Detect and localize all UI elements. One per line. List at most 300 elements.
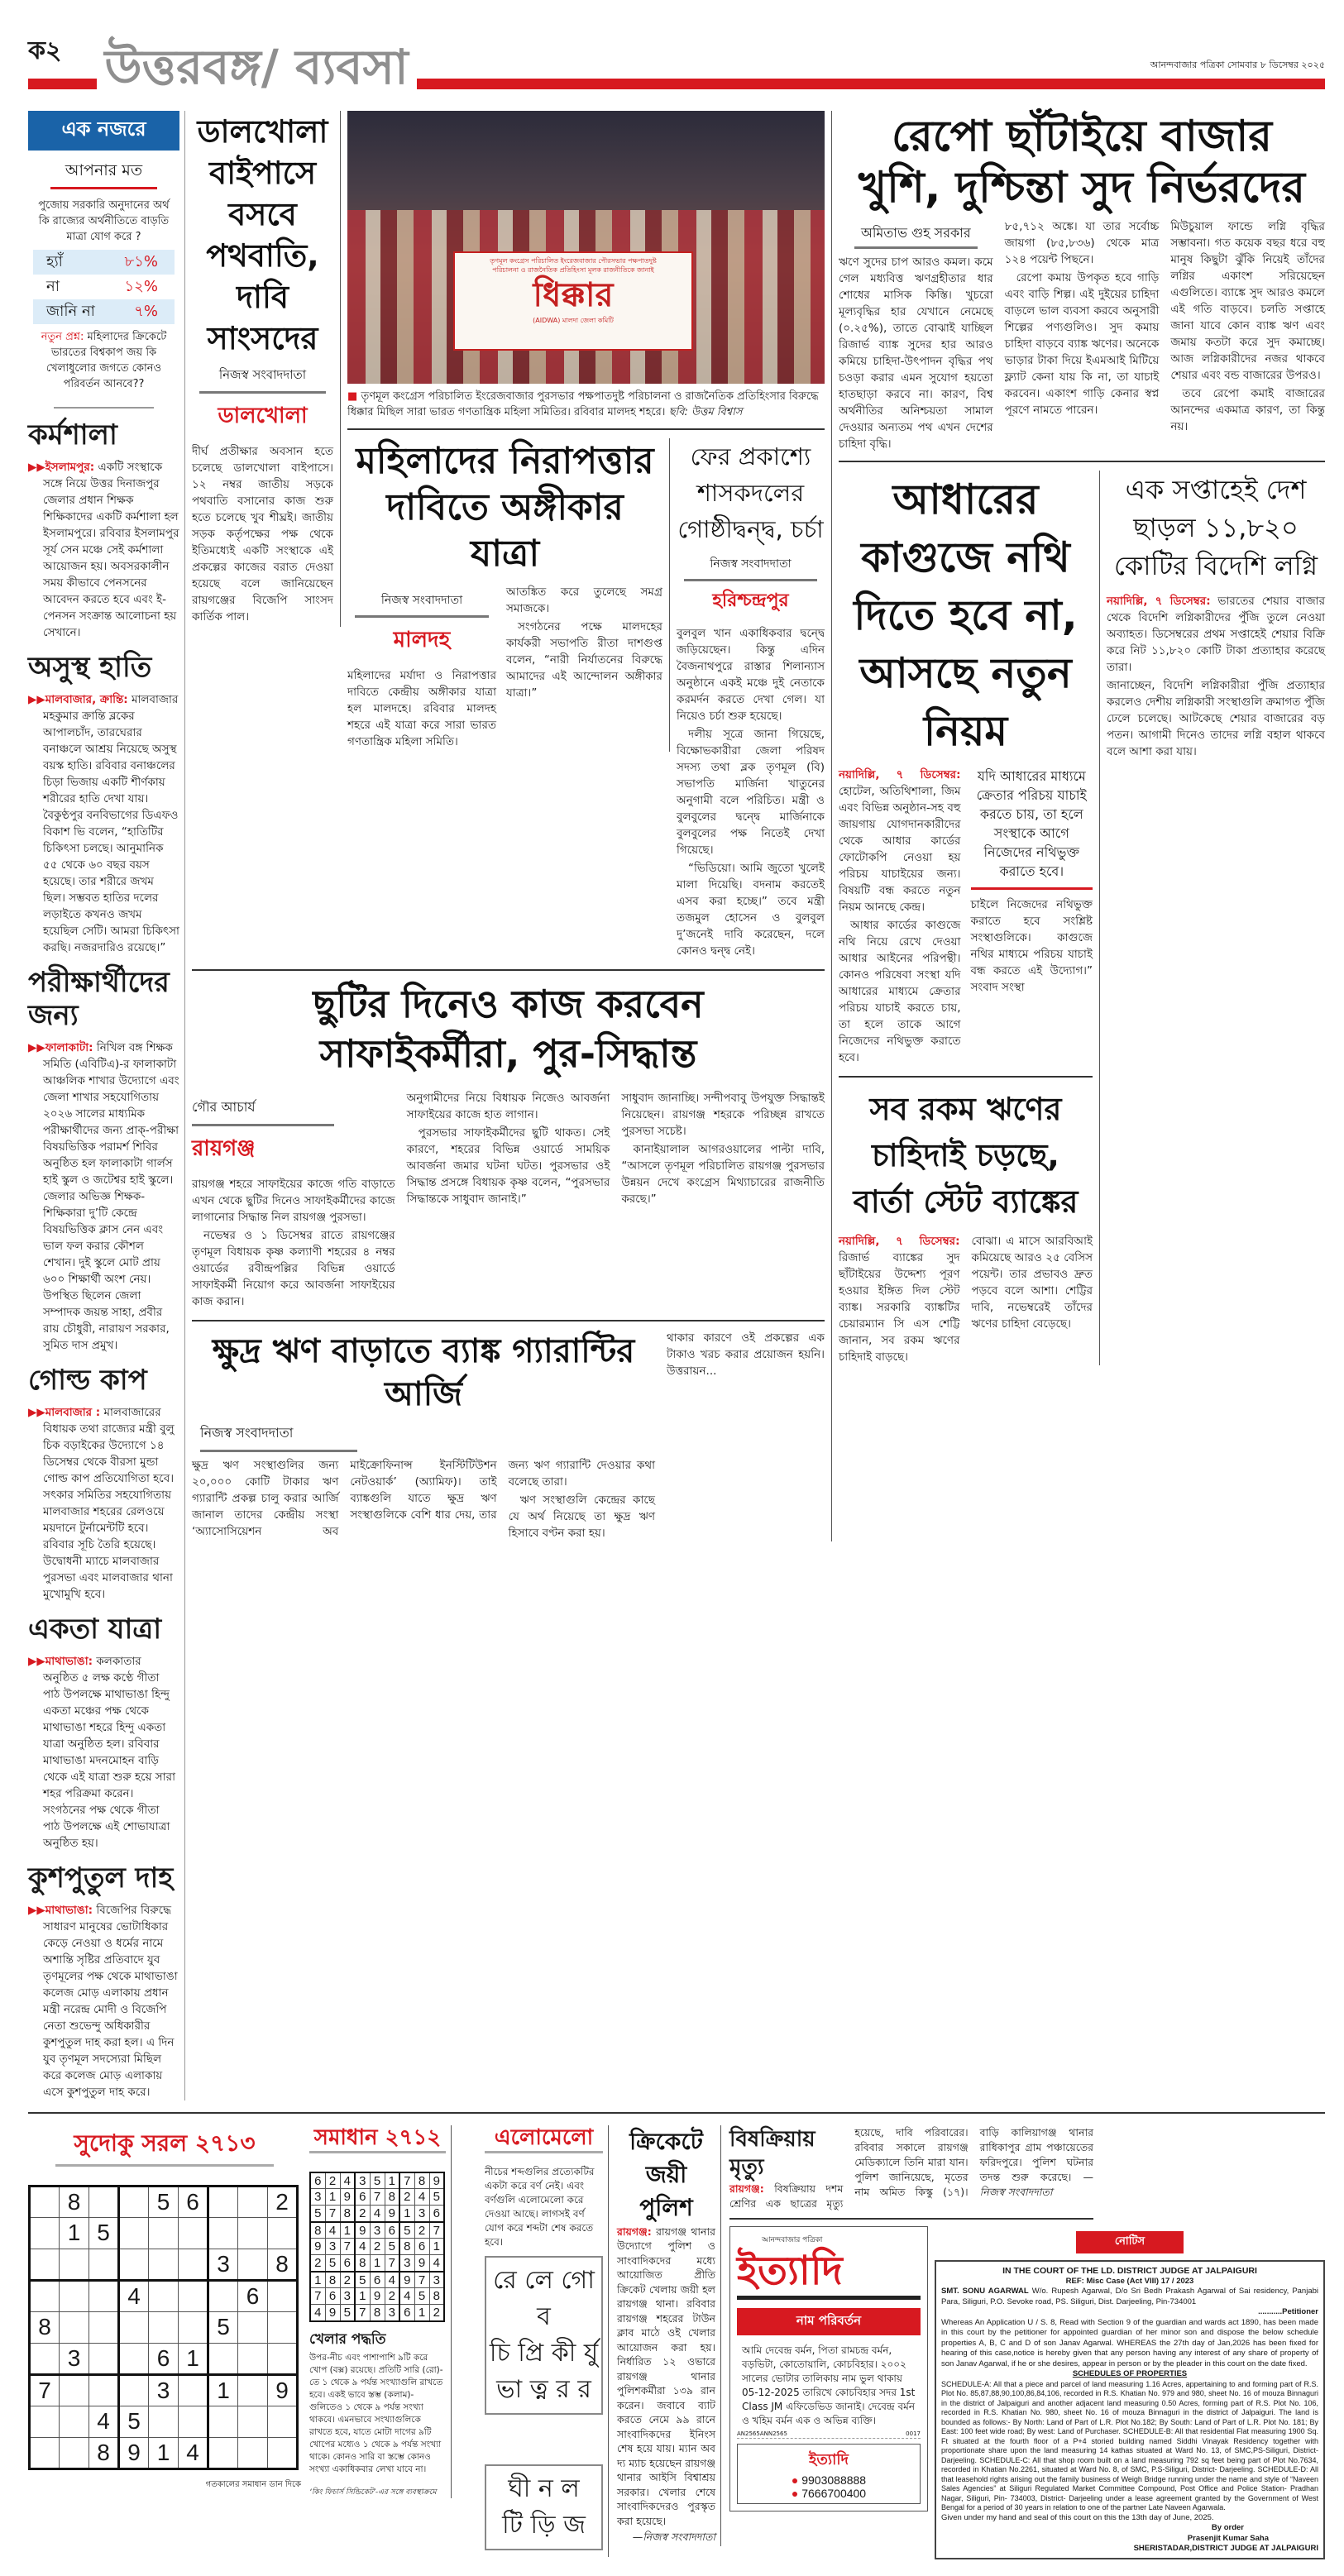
poll-option xyxy=(33,275,175,299)
sudoku-cell[interactable] xyxy=(60,2280,89,2311)
solution-cell: 2 xyxy=(429,2305,444,2321)
brief-dateline: মালবাজার : xyxy=(45,1405,101,1419)
brief-dateline: মাথাভাঙা: xyxy=(45,1654,93,1668)
solution-cell: 2 xyxy=(325,2172,340,2189)
solution-cell: 8 xyxy=(355,2255,370,2272)
ad-code: 0017 xyxy=(906,2430,921,2437)
solution-cell: 1 xyxy=(325,2189,340,2206)
banner-text: তৃণমূল কংগ্রেস পরিচালিত ইংরেজবাজার পৌরসভার পক্ষপাতদুষ্ট xyxy=(490,257,657,265)
sudoku-cell[interactable] xyxy=(149,2280,179,2311)
dateline: নয়াদিল্লি, ৭ ডিসেম্বর: xyxy=(839,768,961,781)
sudoku-cell[interactable] xyxy=(149,2249,179,2280)
paragraph: রেপো কমায় উপকৃত হবে গাড়ি এবং বাড়ি শিল্প। এই দুইয়ের চাহিদা বাড়লে ভাল ব্যবসা করবে অনুসারী শিল্পের পণ্যগুলিও। সুদ কমায় চাহিদা বাড়বে ব্যাঙ্ক ঋণের। অনেকে ভাড়ার টাকা দিয়ে ইএমআই মিটিয়ে ফ্ল্যাট কেনা যায় কি না, তা যাচাই করবেন। একাংশ গাড়ি কেনার স্বপ্ন পূরণে নামতে পারেন। xyxy=(1004,271,1160,417)
story-kshudra-rin xyxy=(192,1330,825,1541)
sudoku-cell[interactable]: 1 xyxy=(149,2437,179,2468)
notice-body: Whereas An Application U / S. 8, Read with Section 9 of the guardian and wards act 1890, has been made in this court by the petitioner for appointed guardian of her minor son and dispose the below schedule properties A, B, C and D of son Janav Agarwal. WHEREAS the 27th day of Jan,2026 has been fixed for hearing of this case,notice is hereby given that any person having any interest of any share of property of son Janav Agarwal, if he or she desires, appear in person or by the pleader in this court on the date fixed. xyxy=(941,2317,1318,2368)
poll-option-value: ৮১% xyxy=(124,253,158,270)
party-details: W/o. Rupesh Agarwal, D/o Sri Bedh Prakash Agarwal of Sai residency, Panjabi Para, Siliguri, P.O. Sevoke road, PS. Siliguri, Dist. Darjeeling, Pin-734001 xyxy=(941,2287,1319,2306)
briefs-list xyxy=(28,418,179,2100)
headline: সব রকম ঋণের চাহিদাই চড়ছে, বার্তা স্টেট ব্যাঙ্কের xyxy=(853,1091,1079,1220)
sudoku-cell[interactable]: 9 xyxy=(268,2374,298,2406)
sudoku-cell[interactable] xyxy=(60,2437,89,2468)
left-column xyxy=(28,111,185,2100)
new-question-label: নতুন প্রশ্ন: xyxy=(41,331,84,343)
sudoku-cell[interactable]: 2 xyxy=(268,2186,298,2217)
dateline-place: মালদহ xyxy=(393,628,451,652)
sudoku-puzzle xyxy=(28,2125,301,2492)
sudoku-cell[interactable] xyxy=(119,2217,149,2249)
ityadi-logo: ইত্যাদি xyxy=(737,2246,921,2300)
jumble-row: ঘী ন ল xyxy=(508,2473,580,2503)
brief-item: গোল্ড কাপ ▶▶মালবাজার : মালবাজারের বিধায়ক তথা রাজ্যের মন্ত্রী বুলু চিক বড়াইকের উদ্যোগে ১৪ ডিসেম্বর থেকে বীরসা মুন্ডা গোল্ড কাপ প্রতিযোগিতা হবে। সৎকার সমিতির সহযোগিতায় মালবাজার শহরের রেলওয়ে ময়দানে টুর্নামেন্টটি হবে। রবিবার সূচি তৈরি হয়েছে। উদ্বোধনী ম্যাচে মালবাজার পুরসভা এবং মালবাজার থানা মুখোমুখি হবে। xyxy=(28,1364,179,1603)
sudoku-cell[interactable] xyxy=(89,2280,119,2311)
phone-number: ● 9903088888 xyxy=(791,2473,867,2487)
paragraph: মিউচুয়াল ফান্ডে লগ্নি বৃদ্ধির সম্ভাবনা। গত কয়েক বছর ধরে বহু মানুষ কিছুটা ঝুঁকি নিয়েই তাঁদের লগ্নির একাংশ সরিয়েছেন এগুলিতে। ব্যাঙ্কে সুদ আরও কমলে এই গতি বাড়বে। চলতি সপ্তাহে জানা যাবে কোন ব্যাঙ্ক ঋণ এবং জমায় কতটা করে সুদ কমাচ্ছে। আজ লগ্নিকারীদের নজর থাকবে শেয়ার এবং বন্ড বাজারের উপরও। xyxy=(1170,220,1325,382)
poll-option-label: হ্যাঁ xyxy=(46,253,63,270)
sudoku-cell[interactable] xyxy=(268,2217,298,2249)
brief-item: পরীক্ষার্থীদের জন্য ▶▶ফালাকাটা: নিখিল বঙ্গ শিক্ষক সমিতি (এবিটিএ)-র ফালাকাটা আঞ্চলিক শাখার উদ্যোগে এবং জেলা শাখার সহযোগিতায় ২০২৬ সালের মাধ্যমিক পরীক্ষার্থীদের জন্য প্রাক্-পরীক্ষা বিষয়ভিত্তিক পরামর্শ শিবির অনুষ্ঠিত হল ফালাকাটা গার্লস হাই স্কুল ও জটেশ্বর হাই স্কুলে। জেলার অভিজ্ঞ শিক্ষক-শিক্ষিকারা দু’টি কেন্দ্রে বিষয়ভিত্তিক ক্লাস নেন এবং ভাল ফল করার কৌশল শেখান। দুই স্কুলে মোট প্রায় ৬০০ শিক্ষার্থী অংশ নেয়। উপস্থিত ছিলেন জেলা সম্পাদক জয়ন্ত সাহা, প্রবীর রায় চৌধুরী, নারায়ণ সরকার, সুমিত দাস প্রমুখ। xyxy=(28,965,179,1353)
headline: আধারের কাগুজে নথি দিতে হবে না, আসছে নতুন নিয়ম xyxy=(854,476,1078,755)
solution-cell: 9 xyxy=(414,2255,429,2272)
paragraph: তবে রেপো কমাই বাজারের আনন্দের একমাত্র কারণ, তা কিন্তু নয়। xyxy=(1170,387,1325,433)
dateline-place: হরিশ্চন্দ্রপুর xyxy=(712,590,789,611)
solution-cell: 1 xyxy=(340,2222,355,2239)
sudoku-cell[interactable] xyxy=(268,2280,298,2311)
solution-cell: 5 xyxy=(355,2272,370,2288)
sudoku-cell[interactable]: 8 xyxy=(30,2311,60,2343)
paragraph: কানাইয়ালাল আগরওয়ালের পাল্টা দাবি, “আসলে তৃণমূল পরিচালিত রায়গঞ্জ পুরসভার উন্নয়ন দেখে কংগ্রেস মিথ্যাচারের রাজনীতি করছে।” xyxy=(621,1143,825,1206)
solution-cell: 2 xyxy=(310,2255,325,2272)
signature: — নিজস্ব সংবাদদাতা xyxy=(979,2170,1093,2198)
solution-cell: 6 xyxy=(370,2272,385,2288)
paragraph: দলীয় সূত্রে জানা গিয়েছে, বিক্ষোভকারীরা জেলা পরিষদ সদস্য তথা ব্লক তৃণমূল (বি) সভাপতি মার্জিনা খাতুনের অনুগামী বলে পরিচিত। মন্ত্রী ও বুলবুলের দ্বন্দ্বে মার্জিনাকে বুলবুলের পক্ষ নিতেই দেখা গিয়েছে। xyxy=(677,728,825,857)
ityadi-classified xyxy=(729,2226,928,2511)
new-question: মহিলাদের ক্রিকেটে ভারতের বিশ্বকাপ জয় কি খেলাধুলোর জগতে কোনও পরিবর্তন আনবে?? xyxy=(45,331,167,390)
byline: নিজস্ব সংবাদদাতা xyxy=(200,1422,357,1452)
sudoku-cell[interactable] xyxy=(238,2437,268,2468)
solution-cell: 8 xyxy=(399,2239,414,2255)
sudoku-cell[interactable]: 7 xyxy=(30,2374,60,2406)
section-title: উত্তরবঙ্গ/ ব্যবসা xyxy=(97,33,417,101)
story-safai xyxy=(192,979,825,1312)
sudoku-cell[interactable] xyxy=(268,2437,298,2468)
brand-small: আনন্দবাজার পত্রিকা xyxy=(762,2235,823,2244)
sudoku-cell[interactable] xyxy=(30,2280,60,2311)
sudoku-cell[interactable]: 1 xyxy=(179,2343,208,2374)
story-repo xyxy=(839,111,1325,452)
paragraph: নভেম্বর ও ১ ডিসেম্বর রাতে রায়গঞ্জের তৃণমূল বিধায়ক কৃষ্ণ কল্যাণী শহরের ৪ নম্বর ওয়ার্ডের রবীন্দ্রপল্লির বিভিন্ন ওয়ার্ডে সাফাইকর্মী নিয়োগ করে আবর্জনা সাফাইয়ের কাজ করান। xyxy=(192,1229,395,1308)
sudoku-cell[interactable] xyxy=(89,2249,119,2280)
solution-cell: 5 xyxy=(429,2189,444,2206)
sudoku-cell[interactable]: 6 xyxy=(149,2343,179,2374)
solution-cell: 6 xyxy=(414,2239,429,2255)
jumble-puzzle xyxy=(485,2125,609,2557)
sudoku-cell[interactable] xyxy=(179,2374,208,2406)
signature: —নিজস্ব সংবাদদাতা xyxy=(632,2531,715,2544)
sudoku-cell[interactable] xyxy=(60,2311,89,2343)
poll-option-value: ১২% xyxy=(124,278,158,295)
notice-tag: নোটিস xyxy=(1076,2231,1184,2253)
sudoku-cell[interactable] xyxy=(149,2406,179,2437)
solution-cell: 7 xyxy=(355,2305,370,2321)
classified-text: আমি দেবেন্দ্র বর্মন, পিতা রামচন্দ্র বর্মন, বড়ভিটা, কোতোয়ালি, কোচবিহার। ২০০২ সালের ভোটার তালিকায় নাম ভুল থাকায় 05-12-2025 তারিখে কোচবিহার সদর 1st Class JM এফিডেভিড জানাই। দেবেন্দ্র বর্মন ও খহিম বর্মন এক ও অভিন্ন ব্যক্তি। xyxy=(742,2344,916,2426)
solution-cell: 3 xyxy=(325,2239,340,2255)
sudoku-cell[interactable]: 6 xyxy=(238,2280,268,2311)
phone-number: ● 7666700400 xyxy=(791,2486,867,2500)
poll-option xyxy=(33,250,175,275)
paragraph: আতঙ্কিত করে তুলেছে সমগ্র সমাজকে। xyxy=(506,585,662,615)
sudoku-cell[interactable] xyxy=(89,2186,119,2217)
solution-grid xyxy=(309,2172,445,2322)
brief-text: একটি সংস্থাকে সঙ্গে নিয়ে উত্তর দিনাজপুর জেলার প্রধান শিক্ষক শিক্ষিকাদের একটি কর্মশালা হল ইসলামপুরে। রবিবার ইসলামপুর সূর্য সেন মঞ্চে সেই কর্মশালা আয়োজন হয়। অবসরকালীন সময় কীভাবে পেনসনের আবেদন করতে হবে এবং ই-পেনসন সংক্রান্ত আলোচনা হয় সেখানে। xyxy=(43,460,179,639)
solution-cell: 1 xyxy=(414,2305,429,2321)
sudoku-cell[interactable] xyxy=(149,2311,179,2343)
paragraph: বুলবুল খান একাধিকবার দ্বন্দ্বে জড়িয়েছেন। কিন্তু এদিন বৈজনাথপুরে রাস্তার শিলান্যাস অনুষ্ঠানে একই মঞ্চে দুই নেতাকে করমর্দন করতে দেখা গেল। যা নিয়েও চর্চা শুরু হয়েছে। xyxy=(677,627,825,723)
sudoku-cell[interactable] xyxy=(30,2437,60,2468)
brief-item: অসুস্থ হাতি ▶▶মালবাজার, ক্রান্তি: মালবাজার মহকুমার ক্রান্তি ব্লকের আপালচাঁদ, তারঘেরার বনাঞ্চলে আশ্রয় নিয়েছে অসুস্থ বয়স্ক হাতি। রবিবার বনাঞ্চলের চিড়া ভিজায় একটি শীর্ণকায় শরীরের হাতি দেখা যায়। বৈকুণ্ঠপুর বনবিভাগের ডিএফও বিকাশ ভি বলেন, “হাতিটির চিকিৎসা চলছে। আনুমানিক ৫৫ থেকে ৬০ বছর বয়স হয়েছে। তার শরীরে জখম ছিল। সম্ভবত হাতির দলের লড়াইতে কখনও জখম হয়েছিল সেটি। আমরা চিকিৎসা করছি। নজরদারিও রয়েছে।” xyxy=(28,650,179,954)
solution-cell: 7 xyxy=(385,2255,399,2272)
poll-option xyxy=(33,299,175,324)
solution-cell: 5 xyxy=(325,2255,340,2272)
poll-option-value: ৭% xyxy=(134,303,158,320)
brief-title: অসুস্থ হাতি xyxy=(28,650,152,684)
sudoku-cell[interactable] xyxy=(208,2217,238,2249)
poll-title: এক নজরে xyxy=(28,111,179,151)
sudoku-cell[interactable]: 8 xyxy=(60,2186,89,2217)
solution-cell: 5 xyxy=(370,2172,385,2189)
solution-cell: 5 xyxy=(414,2288,429,2305)
paragraph: রায়গঞ্জ শহরে সাফাইয়ের কাজে গতি বাড়াতে এখন থেকে ছুটির দিনেও সাফাইকর্মীদের কাজে লাগানোর সিদ্ধান্ত নিল রায়গঞ্জ পুরসভা। xyxy=(192,1178,395,1224)
byline: নিজস্ব সংবাদদাতা xyxy=(684,554,817,581)
solution-cell: 9 xyxy=(399,2272,414,2288)
story-cricket xyxy=(617,2125,721,2546)
paragraph: থাকার কারণে ওই প্রকল্পের এক টাকাও খরচ করার প্রয়োজন হয়নি। উত্তরায়ন... xyxy=(667,1331,825,1378)
sudoku-cell[interactable]: 3 xyxy=(60,2343,89,2374)
solution-cell: 3 xyxy=(310,2189,325,2206)
dateline: আনন্দবাজার পত্রিকা সোমবার ৮ ডিসেম্বর ২০২৫ xyxy=(1146,58,1325,74)
sudoku-cell[interactable]: 4 xyxy=(119,2280,149,2311)
poll-option-label: না xyxy=(46,278,60,295)
jumble-title: এলোমেলো xyxy=(485,2125,603,2153)
sudoku-cell[interactable] xyxy=(238,2406,268,2437)
sudoku-cell[interactable]: 1 xyxy=(208,2374,238,2406)
solution-cell: 9 xyxy=(310,2239,325,2255)
solution-cell: 6 xyxy=(355,2189,370,2206)
sudoku-cell[interactable] xyxy=(119,2186,149,2217)
sudoku-cell[interactable]: 3 xyxy=(149,2374,179,2406)
sudoku-cell[interactable] xyxy=(238,2343,268,2374)
sudoku-cell[interactable] xyxy=(238,2249,268,2280)
solution-cell: 3 xyxy=(429,2272,444,2288)
schedule-text: SCHEDULE-A: All that a piece and parcel of land measuring 1.16 Acres, appertaining to and forming part of R.S. Plot No. 85,87,88,90,100,86,84,106, recorded in R.S. Khatian No. 979 and 980, sheet No. 16 of mouza Binnaguri in the district of Jalpaiguri and another adjacent land measuring 0.50 Acres, forming part of R.S. Plot No. 106, recorded in R.S. Khatian No. 980, sheet No. 16 of mouza Binnaguri in the district of Jalpaiguri. The land is bounded as follows:- By North: Land of Part of L.R. Plot No.182; By South: Land of Part of L.R. Plot No. 181; By East: 100 feet wide road; By west: Land of Purchaser. SCHEDULE-B: All that residential Flat measuring 1900 Sq. Ft situated at the fourth floor of a P+4 storied building named Siddhi Vinayak Residency together with proportionate share upon the land measuring 14 kathas situated at Ward No. 13, of SMC,PS-Siliguri, District-Darjeeling. SCHEDULE-C: All that shop room built on a land measuring 792 sq feet being part of Plot No.7634, recorded in Khatian No.2261, situated at Ward No. 8, of SMC, P.S-Siliguri, District- Darjeeling. SCHEDULE-D: All that leasehold rights arising out the family business of Weigh Bridge running under the name and style of “Naveen Sales Agencies” at Siliguri Regulated Market Committee Compound, Post Office and Police Station- Pradhan Nagar, Siliguri, Pin- 734003, District- Darjeeling under a lease agreement granted by the Government of West Bengal for a period of 30 years in relation to one of the partner Late Naveen Agarwala. xyxy=(941,2379,1318,2512)
syndicate-credit: ‘কিং ফিচার্স সিন্ডিকেট’-এর সঙ্গে ব্যবস্থাক্রমে xyxy=(309,2488,437,2497)
sudoku-cell[interactable] xyxy=(179,2406,208,2437)
sudoku-cell[interactable] xyxy=(60,2249,89,2280)
classified-category: নাম পরিবর্তন xyxy=(737,2308,921,2335)
poll-question: পুজোয় সরকারি অনুদানের অর্থ কি রাজ্যের অর্থনীতিতে বাড়তি মাত্রা যোগ করে ? xyxy=(38,199,170,243)
solution-cell: 5 xyxy=(385,2239,399,2255)
sudoku-cell[interactable] xyxy=(30,2343,60,2374)
dateline-place: ডালখোলা xyxy=(218,404,308,428)
court-name: IN THE COURT OF THE LD. DISTRICT JUDGE AT JALPAIGURI xyxy=(1002,2265,1257,2276)
solution-cell: 8 xyxy=(370,2305,385,2321)
paragraph: চাইলে নিজেদের নথিভুক্ত করাতে হবে সংশ্লিষ্ট সংস্থাগুলিকে। কাগুজে নথির মাধ্যমে পরিচয় যাচাই বন্ধ করতে এই উদ্যোগ।” সংবাদ সংস্থা xyxy=(970,898,1093,994)
sudoku-cell[interactable] xyxy=(268,2406,298,2437)
solution-cell: 5 xyxy=(340,2305,355,2321)
byline: গৌর আচার্য xyxy=(192,1097,334,1126)
sudoku-cell[interactable]: 5 xyxy=(89,2217,119,2249)
solution-cell: 7 xyxy=(370,2189,385,2206)
solution-cell: 1 xyxy=(429,2239,444,2255)
poll-box xyxy=(28,111,179,409)
brief-item: একতা যাত্রা ▶▶মাথাভাঙা: কলকাতার অনুষ্ঠিত ৫ লক্ষ কণ্ঠে গীতা পাঠ উপলক্ষে মাথাভাঙা হিন্দু একতা মঞ্চের পক্ষ থেকে মাথাভাঙা শহরে হিন্দু একতা যাত্রা অনুষ্ঠিত হল। রবিবার মাথাভাঙা মদনমোহন বাড়ি থেকে এই যাত্রা শুরু হয়ে সারা শহর পরিক্রমা করেন। সংগঠনের পক্ষ থেকে গীতা পাঠ উপলক্ষে এই শোভাযাত্রা অনুষ্ঠিত হয়। xyxy=(28,1613,179,1852)
paragraph: পুরসভার সাফাইকর্মীদের ছুটি থাকত। সেই কারণে, শহরের বিভিন্ন ওয়ার্ডে সাময়িক আবর্জনা জমার ঘটনা ঘটত। পুরসভার ওই সিদ্ধান্ত প্রসঙ্গে বিধায়ক কৃষ্ণ বলেন, “পুরসভার সিদ্ধান্তকে সাধুবাদ জানাই।” xyxy=(406,1126,610,1206)
solution-cell: 2 xyxy=(355,2206,370,2222)
schedule-title: SCHEDULES OF PROPERTIES xyxy=(1072,2369,1188,2379)
headline: ডালখোলা বাইপাসে বসবে পথবাতি, দাবি সাংসদের xyxy=(197,113,328,356)
brief-dateline: মালবাজার, ক্রান্তি: xyxy=(45,692,128,706)
sudoku-grid xyxy=(28,2185,299,2470)
solution-cell: 4 xyxy=(399,2288,414,2305)
sudoku-cell[interactable] xyxy=(119,2311,149,2343)
byline: অমিতাভ গুহ সরকার xyxy=(854,225,978,249)
by-order: By order xyxy=(1211,2523,1244,2533)
sudoku-title: সুদোকু সরল ২৭১৩ xyxy=(55,2125,274,2167)
solution-cell: 6 xyxy=(325,2288,340,2305)
paragraph: সংগঠনের পক্ষে মালদহের কার্যকরী সভাপতি রীতা দাশগুপ্ত বলেন, “নারী নির্যাতনের বিরুদ্ধে আমাদের এই আন্দোলন অঙ্গীকার যাত্রা।” xyxy=(506,620,662,700)
jumble-row: রে লে গো ব xyxy=(493,2265,595,2331)
paragraph: সাধুবাদ জানাচ্ছি। সন্দীপবাবু উপযুক্ত সিদ্ধান্তই নিয়েছেন। রায়গঞ্জ শহরকে পরিচ্ছন্ন রাখতে পুরসভা সচেষ্ট। xyxy=(621,1092,825,1138)
solution-cell: 8 xyxy=(310,2222,325,2239)
photo-credit: ছবি: উত্তম বিশ্বাস xyxy=(668,406,743,418)
sudoku-cell[interactable] xyxy=(238,2311,268,2343)
brief-text: মালবাজারের বিধায়ক তথা রাজ্যের মন্ত্রী বুলু চিক বড়াইকের উদ্যোগে ১৪ ডিসেম্বর থেকে বীরসা মুন্ডা গোল্ড কাপ প্রতিযোগিতা হবে। সৎকার সমিতির সহযোগিতায় মালবাজার শহরের রেলওয়ে ময়দানে টুর্নামেন্টটি হবে। রবিবার সূচি তৈরি হয়েছে। উদ্বোধনী ম্যাচে মালবাজার পুরসভা এবং মালবাজার থানা মুখোমুখি হবে। xyxy=(43,1405,175,1601)
paragraph: ঋণে সুদের চাপ আরও কমল। কমে গেল মধ্যবিত্ত ঋণগ্রহীতার ধার শোধের মাসিক কিস্তি। খুচরো মূল্যবৃদ্ধির হার যেখানে নেমেছে (০.২৫%), তাতে বোঝাই যাচ্ছিল রিজার্ভ ব্যাঙ্ক সুদের হার আরও কমিয়ে চাহিদা-উৎপাদন বৃদ্ধির পথ চওড়া করার এমন সুযোগ হয়তো হাতছাড়া করবে না। কারণ, বিশ্ব অর্থনীতির অনিশ্চয়তা সামাল দেওয়ার অন্যতম পথ এখন দেশের চাহিদা বৃদ্ধি। xyxy=(839,256,993,451)
solution-cell: 4 xyxy=(414,2189,429,2206)
sudoku-cell[interactable]: 9 xyxy=(119,2437,149,2468)
sudoku-cell[interactable] xyxy=(119,2374,149,2406)
headline: ক্রিকেটে জয়ী পুলিশ xyxy=(629,2127,703,2221)
solution-title: সমাধান ২৭১২ xyxy=(309,2125,446,2153)
poll-option-label: জানি না xyxy=(46,303,95,320)
petitioner-label: ...........Petitioner xyxy=(1258,2307,1318,2317)
sudoku-cell[interactable] xyxy=(149,2217,179,2249)
brief-title: পরীক্ষার্থীদের জন্য xyxy=(28,965,170,1033)
solution-cell: 7 xyxy=(310,2288,325,2305)
solution-cell: 4 xyxy=(340,2172,355,2189)
jumble-row: টি ড়ি জ xyxy=(502,2510,586,2540)
rules-title: খেলার পদ্ধতি xyxy=(309,2330,386,2348)
dateline-place: রায়গঞ্জ xyxy=(192,1136,256,1161)
sudoku-cell[interactable] xyxy=(268,2311,298,2343)
byline: নিজস্ব সংবাদদাতা xyxy=(199,366,327,394)
poll-subtitle: আপনার মত xyxy=(50,159,156,189)
solution-cell: 6 xyxy=(340,2255,355,2272)
solution-cell: 3 xyxy=(340,2288,355,2305)
dateline: রায়গঞ্জ: xyxy=(729,2182,764,2195)
pull-quote: যদি আধারের মাধ্যমে ক্রেতার পরিচয় যাচাই করতে চায়, তা হলে সংস্থাকে আগে নিজেদের নথিভুক্ত করাতে হবে। xyxy=(971,767,1093,890)
sudoku-cell[interactable] xyxy=(238,2217,268,2249)
photo-caption: ■ তৃণমূল কংগ্রেস পরিচালিত ইংরেজবাজার পুরসভার পক্ষপাতদুষ্ট পরিচালনা ও রাজনৈতিক প্রতিহিংসার বিরুদ্ধে ধিক্কার মিছিল সারা ভারত গণতান্ত্রিক মহিলা সমিতির। রবিবার মালদহ শহরে। ছবি: উত্তম বিশ্বাস xyxy=(347,390,819,418)
sudoku-cell[interactable] xyxy=(30,2406,60,2437)
solution-cell: 4 xyxy=(355,2239,370,2255)
sudoku-cell[interactable] xyxy=(60,2374,89,2406)
solution-cell: 8 xyxy=(340,2206,355,2222)
paragraph: বোঝা। এ মাসে আরবিআই কমিয়েছে আরও ২৫ বেসিস পয়েন্ট। তার প্রভাবও দ্রুত পড়বে বলে আশা। শেট্টির দাবি, নভেম্বরেই তাঁদের ঋণের চাহিদা বেড়েছে। xyxy=(971,1235,1093,1331)
solution-cell: 2 xyxy=(385,2288,399,2305)
brief-title: গোল্ড কাপ xyxy=(28,1364,147,1398)
story-mahila xyxy=(347,438,670,752)
solution-cell: 3 xyxy=(370,2222,385,2239)
sudoku-cell[interactable] xyxy=(179,2280,208,2311)
brief-text: বিজেপির বিরুদ্ধে সাধারণ মানুষের ভোটাধিকার কেড়ে নেওয়া ও ধর্মের নামে অশান্তি সৃষ্টির প্রতিবাদে যুব তৃণমূলের পক্ষ থেকে মাথাভাঙা কলেজ মোড় এলাকায় প্রধান মন্ত্রী নরেন্দ্র মোদী ও বিজেপি নেতা শুভেন্দু অধিকারীর কুশপুতুল দাহ করা হল। এ দিন যুব তৃণমূল সদস্যেরা মিছিল করে কলেজ মোড় এলাকায় এসে কুশপুতুল দাহ করে। xyxy=(43,1903,178,2099)
sudoku-cell[interactable] xyxy=(179,2311,208,2343)
sudoku-cell[interactable] xyxy=(30,2249,60,2280)
solution-cell: 9 xyxy=(340,2189,355,2206)
headline: ফের প্রকাশ্যে শাসকদলের গোষ্ঠীদ্বন্দ্ব, চর্চা xyxy=(677,442,824,543)
sudoku-cell[interactable] xyxy=(89,2343,119,2374)
sudoku-cell[interactable] xyxy=(208,2343,238,2374)
sudoku-cell[interactable] xyxy=(119,2343,149,2374)
brief-item: কুশপুতুল দাহ ▶▶মাথাভাঙা: বিজেপির বিরুদ্ধে সাধারণ মানুষের ভোটাধিকার কেড়ে নেওয়া ও ধর্মের নামে অশান্তি সৃষ্টির প্রতিবাদে যুব তৃণমূলের পক্ষ থেকে মাথাভাঙা কলেজ মোড় এলাকায় প্রধান মন্ত্রী নরেন্দ্র মোদী ও বিজেপি নেতা শুভেন্দু অধিকারীর কুশপুতুল দাহ করা হল। এ দিন যুব তৃণমূল সদস্যেরা মিছিল করে কলেজ মোড় এলাকায় এসে কুশপুতুল দাহ করে। xyxy=(28,1862,179,2100)
jumble-box-2 xyxy=(485,2464,603,2550)
solution-cell: 1 xyxy=(310,2272,325,2288)
sudoku-cell[interactable]: 8 xyxy=(268,2249,298,2280)
solution-cell: 8 xyxy=(325,2272,340,2288)
sudoku-footer: গতকালের সমাধান ডান দিকে xyxy=(205,2479,301,2489)
headline: বিষক্রিয়ায় মৃত্যু xyxy=(729,2126,815,2180)
sudoku-cell[interactable]: 5 xyxy=(208,2311,238,2343)
paragraph: ৮৫,৭১২ অঙ্কে। যা তার সর্বোচ্চ জায়গা (৮৫,৮৩৬) থেকে মাত্র ১২৪ পয়েন্ট পিছনে। xyxy=(1004,220,1160,266)
sudoku-cell[interactable] xyxy=(208,2186,238,2217)
solution-cell: 8 xyxy=(414,2172,429,2189)
solution-cell: 3 xyxy=(414,2206,429,2222)
bottom-right xyxy=(729,2125,1325,2559)
brief-text: মালবাজার মহকুমার ক্রান্তি ব্লকের আপালচাঁদ, তারঘেরার বনাঞ্চলে আশ্রয় নিয়েছে অসুস্থ বয়স্ক হাতি। রবিবার বনাঞ্চলের চিড়া ভিজায় একটি শীর্ণকায় শরীরের হাতি দেখা যায়। বৈকুণ্ঠপুর বনবিভাগের ডিএফও বিকাশ ভি বলেন, “হাতিটির চিকিৎসা চলছে। আনুমানিক ৫৫ থেকে ৬০ বছর বয়স হয়েছে। তার শরীরে জখম ছিল। সম্ভবত হাতির দলের লড়াইতে কখনও জখম হয়েছিল সেটি। আমরা চিকিৎসা করছি। নজরদারিও রয়েছে।” xyxy=(43,692,179,954)
paragraph: জানাচ্ছেন, বিদেশি লগ্নিকারীরা পুঁজি প্রত্যাহার করলেও দেশীয় লগ্নিকারী সংস্থাগুলি ক্রমাগত পুঁজি ঢেলে চলেছে। আটকেছে শেয়ার বাজারের বড় পতন। আগামী দিনেও তাদের লগ্নি বহাল থাকবে বলে আশা করা যায়। xyxy=(1107,679,1325,758)
brief-dateline: ইসলামপুর: xyxy=(45,460,95,474)
sudoku-cell[interactable] xyxy=(60,2406,89,2437)
brief-title: কুশপুতুল দাহ xyxy=(28,1861,174,1895)
sudoku-cell[interactable]: 6 xyxy=(179,2186,208,2217)
sudoku-cell[interactable] xyxy=(30,2186,60,2217)
sudoku-solution xyxy=(309,2125,452,2498)
sudoku-cell[interactable]: 5 xyxy=(149,2186,179,2217)
solution-cell: 2 xyxy=(370,2239,385,2255)
sudoku-cell[interactable] xyxy=(30,2217,60,2249)
headline: মহিলাদের নিরাপত্তার দাবিতে অঙ্গীকার যাত্রা xyxy=(356,440,654,575)
solution-cell: 2 xyxy=(414,2222,429,2239)
sudoku-cell[interactable]: 4 xyxy=(89,2406,119,2437)
paragraph: ভারতের শেয়ার বাজার থেকে বিদেশি লগ্নিকারীদের পুঁজি তুলে নেওয়া অব্যাহত। ডিসেম্বরের প্রথম সপ্তাহেই শেয়ার বিক্রি করে নিট ১১,৮২০ কোটি টাকা প্রত্যাহার করেছে তারা। xyxy=(1107,595,1325,674)
solution-cell: 5 xyxy=(399,2222,414,2239)
middle-area xyxy=(185,111,832,1541)
rally-photo xyxy=(347,111,825,384)
sudoku-cell[interactable] xyxy=(268,2343,298,2374)
banner-org: (AIDWA) মালদা জেলা কমিটি xyxy=(533,317,614,324)
headline: ক্ষুদ্র ঋণ বাড়াতে ব্যাঙ্ক গ্যারান্টির আর্জি xyxy=(212,1332,635,1413)
brief-item: কর্মশালা ▶▶ইসলামপুর: একটি সংস্থাকে সঙ্গে নিয়ে উত্তর দিনাজপুর জেলার প্রধান শিক্ষক শিক্ষিকাদের একটি কর্মশালা হল ইসলামপুরে। রবিবার ইসলামপুর সূর্য সেন মঞ্চে সেই কর্মশালা আয়োজন হয়। অবসরকালীন সময় কীভাবে পেনসনের আবেদন করতে হবে এবং ই-পেনসন সংক্রান্ত আলোচনা হয় সেখানে। xyxy=(28,418,179,639)
sudoku-cell[interactable]: 5 xyxy=(119,2406,149,2437)
sudoku-cell[interactable] xyxy=(238,2374,268,2406)
sudoku-cell[interactable] xyxy=(119,2249,149,2280)
headline: ছুটির দিনেও কাজ করবেন সাফাইকর্মীরা, পুর-সিদ্ধান্ত xyxy=(313,982,704,1076)
solution-cell: 8 xyxy=(385,2189,399,2206)
solution-cell: 4 xyxy=(385,2272,399,2288)
solution-cell: 7 xyxy=(325,2206,340,2222)
jumble-box-1 xyxy=(485,2256,603,2415)
signer-name: Prasenjit Kumar Saha xyxy=(1187,2533,1269,2543)
sudoku-cell[interactable] xyxy=(208,2406,238,2437)
solution-cell: 9 xyxy=(355,2222,370,2239)
banner-slogan: ধিক্কার xyxy=(533,276,614,314)
party-name: SMT. SONU AGARWAL xyxy=(941,2287,1029,2296)
solution-cell: 3 xyxy=(399,2255,414,2272)
sudoku-cell[interactable] xyxy=(208,2280,238,2311)
sudoku-cell[interactable] xyxy=(89,2311,119,2343)
solution-cell: 9 xyxy=(385,2206,399,2222)
paragraph: ঋণ সংস্থাগুলি কেন্দ্রের কাছে যে অর্থ নিয়েছে তা ক্ষুদ্র ঋণ হিসাবে বণ্টন করা হয়। xyxy=(508,1494,655,1540)
brief-dateline: মাথাভাঙা: xyxy=(45,1903,93,1917)
jumble-row: ভা ত্ন র র xyxy=(496,2374,591,2404)
legal-notice xyxy=(935,2226,1325,2559)
sudoku-cell[interactable]: 1 xyxy=(60,2217,89,2249)
solution-cell: 7 xyxy=(340,2239,355,2255)
story-harishchandrapur xyxy=(670,438,825,961)
sudoku-cell[interactable]: 4 xyxy=(179,2437,208,2468)
solution-cell: 4 xyxy=(310,2305,325,2321)
solution-cell: 2 xyxy=(399,2189,414,2206)
solution-cell: 7 xyxy=(414,2272,429,2288)
sudoku-cell[interactable] xyxy=(238,2186,268,2217)
given-line: Given under my hand and seal of this court on this the 13th day of June, 2025. xyxy=(941,2512,1214,2522)
ad-code: AN2565ANN2565 xyxy=(737,2430,787,2437)
dateline: রায়গঞ্জ: xyxy=(617,2225,652,2238)
story-sbi xyxy=(839,1086,1093,1365)
brief-dateline: ফালাকাটা: xyxy=(45,1041,93,1055)
jumble-intro: নীচের শব্দগুলির প্রত্যেকটির একটা করে বর্ণ নেই। এবং বর্ণগুলি এলোমেলো করে দেওয়া আছে। লাগসই বর্ণ যোগ করে শব্দটা শেষ করতে হবে। xyxy=(485,2165,595,2248)
solution-cell: 2 xyxy=(340,2272,355,2288)
paragraph: মহিলাদের মর্যাদা ও নিরাপত্তার দাবিতে কেন্দ্রীয় অঙ্গীকার যাত্রা হল মালদহে। রবিবার মালদহ শহরে এই যাত্রা করে সারা ভারত গণতান্ত্রিক মহিলা সমিতি। xyxy=(347,669,496,748)
solution-cell: 1 xyxy=(355,2288,370,2305)
rules-text: উপর-নীচ এবং পাশাপাশি ৯টি করে খোপ (বক্স) রয়েছে। প্রতিটি সারি (রো)-তে ১ থেকে ৯ পর্যন্ত সংখ্যাগুলি রাখতে হবে। একই ভাবে স্তম্ভ (কলাম)-গুলিতেও ১ থেকে ৯ পর্যন্ত সংখ্যা থাকবে। এমনভাবে সংখ্যাগুলিকে রাখতে হবে, যাতে মোটা দাগের ৯টি খোপের মধ্যেও ১ থেকে ৯ পর্যন্ত সংখ্যা থাকে। কোনও সারি বা স্তম্ভে কোনও সংখ্যা একাধিকবার লেখা যাবে না। xyxy=(309,2352,443,2474)
right-area xyxy=(832,111,1325,1365)
caption-text: তৃণমূল কংগ্রেস পরিচালিত ইংরেজবাজার পুরসভার পক্ষপাতদুষ্ট পরিচালনা ও রাজনৈতিক প্রতিহিংসার বিরুদ্ধে ধিক্কার মিছিল সারা ভারত গণতান্ত্রিক মহিলা সমিতির। রবিবার মালদহ শহরে। xyxy=(347,390,819,418)
sudoku-cell[interactable] xyxy=(179,2217,208,2249)
solution-cell: 6 xyxy=(310,2172,325,2189)
solution-cell: 3 xyxy=(385,2305,399,2321)
sudoku-cell[interactable]: 3 xyxy=(208,2249,238,2280)
solution-cell: 1 xyxy=(370,2255,385,2272)
signer-title: SHERISTADAR,DISTRICT JUDGE AT JALPAIGURI xyxy=(1133,2544,1318,2554)
solution-cell: 7 xyxy=(399,2172,414,2189)
jumble-row: চি প্রি কী র্যু xyxy=(489,2338,599,2368)
solution-cell: 5 xyxy=(310,2206,325,2222)
brief-title: একতা যাত্রা xyxy=(28,1612,162,1646)
paragraph: অনুগামীদের নিয়ে বিধায়ক নিজেও আবর্জনা সাফাইয়ের কাজে হাত লাগান। xyxy=(406,1092,610,1121)
solution-cell: 4 xyxy=(370,2206,385,2222)
brief-title: কর্মশালা xyxy=(28,418,117,452)
brief-text: কলকাতার অনুষ্ঠিত ৫ লক্ষ কণ্ঠে গীতা পাঠ উপলক্ষে মাথাভাঙা হিন্দু একতা মঞ্চের পক্ষ থেকে মাথাভাঙা শহরে হিন্দু একতা যাত্রা অনুষ্ঠিত হল। রবিবার মাথাভাঙা মদনমোহন বাড়ি থেকে এই যাত্রা শুরু হয়ে সারা শহর পরিক্রমা করেন। সংগঠনের পক্ষ থেকে গীতা পাঠ উপলক্ষে এই শোভাযাত্রা অনুষ্ঠিত হয়। xyxy=(43,1654,175,1850)
sudoku-cell[interactable] xyxy=(179,2249,208,2280)
banner-text: পরিচালনা ও রাজনৈতিক প্রতিহিংসা মূলক রাজনীতিকে জানাই xyxy=(492,266,654,274)
sudoku-cell[interactable] xyxy=(208,2437,238,2468)
headline: এক সপ্তাহেই দেশ ছাড়ল ১১,৮২০ কোটির বিদেশি লগ্নি xyxy=(1113,474,1318,581)
sudoku-cell[interactable] xyxy=(89,2374,119,2406)
sudoku-cell[interactable]: 8 xyxy=(89,2437,119,2468)
solution-cell: 1 xyxy=(399,2206,414,2222)
paragraph: বিষক্রিয়ায় দশম শ্রেণির এক ছাত্রের মৃত্যু হয়েছে, দাবি পরিবারের। রবিবার সকালে রায়গঞ্জ মেডিক্যালে তিনি মারা যান। পুলিশ জানিয়েছে, মৃতের নাম অমিত কিস্কু (১৭)। বাড়ি কালিয়াগঞ্জ থানার রাধিকাপুর গ্রাম পঞ্চায়েতের ফরিদপুরে। পুলিশ ঘটনার তদন্ত শুরু করেছে। xyxy=(729,2125,1093,2210)
